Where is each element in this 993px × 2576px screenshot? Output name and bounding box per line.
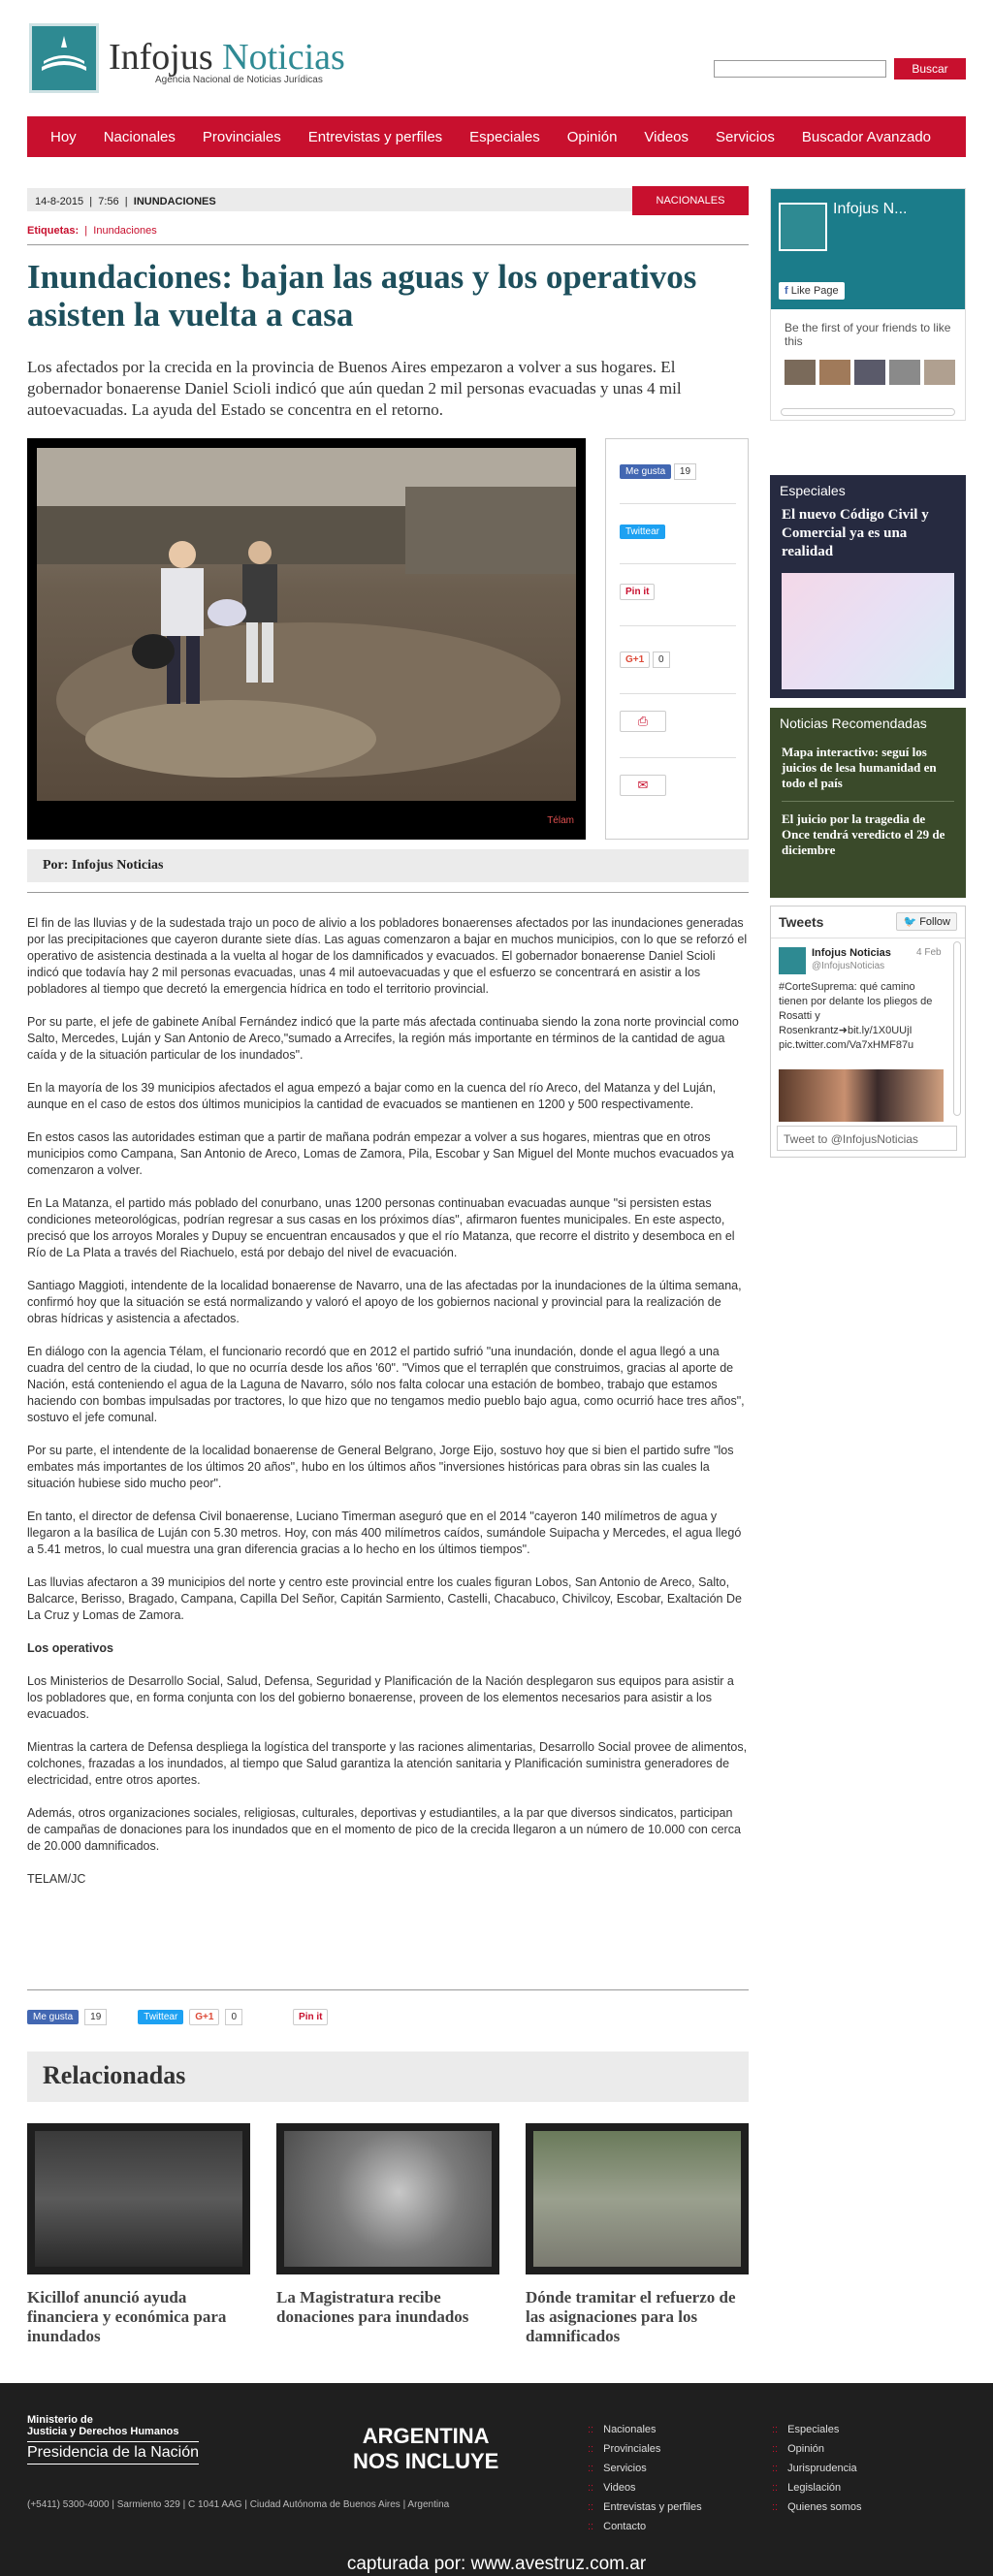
tweet-text: #CorteSuprema: qué camino tienen por delante los pliegos de Rosatti y Rosenkrantz➜bit.ly/1X0UUjI pic.twitter.com/Va7xHMF87u	[779, 981, 933, 1051]
footer-link[interactable]: :: Jurisprudencia	[772, 2459, 862, 2478]
footer-address: (+5411) 5300-4000 | Sarmiento 329 | C 1041 AAG | Ciudad Autónoma de Buenos Aires | Argentina	[27, 2499, 450, 2510]
divider	[620, 757, 736, 758]
footer-link[interactable]: :: Opinión	[772, 2439, 862, 2459]
related-heading: Relacionadas	[27, 2051, 749, 2102]
tweet-user[interactable]: Infojus Noticias	[812, 947, 891, 959]
related-image[interactable]	[276, 2123, 499, 2274]
divider	[620, 503, 736, 504]
paragraph: El fin de las lluvias y de la sudestada trajo un poco de alivio a los pobladores bonaerenses afectados por las inundaciones generadas por las precipitaciones que cayeron durante siete días. Las aguas comenzaron a bajar en muchos municipios, con lo que se reforzó el operativo de asistencia destinada a la vuelta al hogar de los damnificados y evacuados. El gobernador bonaerense Daniel Scioli indicó que todavía hay 2 mil personas evacuadas, unas 4 mil autoevacuadas y que el esfuerzo se concentrará en asistir a los pobladores al tiempo que decretó la emergencia hídrica en todo el territorio provincial.	[27, 916, 748, 996]
nav-item-provinciales[interactable]: Provinciales	[202, 128, 281, 145]
divider	[620, 693, 736, 694]
paragraph: En La Matanza, el partido más poblado del conurbano, unas 1200 personas continuaban evacuadas aunque "si persisten estas condiciones meteorológicas, podrían regresar a sus casas en los próximos días", afirmaron fuentes municipales. En este aspecto, precisó que los arroyos Morales y Dupuy se encuentran encausados y que el río Matanza, que recorre el distrito y desemboca en el Río de La Plata a través del Riachuelo, está por debajo del nivel de evacuación.	[27, 1196, 735, 1259]
nav-item-opinion[interactable]: Opinión	[566, 128, 618, 145]
site-logo-icon[interactable]	[29, 23, 99, 93]
divider	[27, 892, 749, 893]
slogan-line1: ARGENTINA	[362, 2424, 490, 2448]
related-image[interactable]	[526, 2123, 749, 2274]
fb-friends-avatars	[785, 360, 955, 385]
logo-main-text: Infojus	[109, 37, 213, 78]
tags-label: Etiquetas:	[27, 225, 80, 237]
pinterest-widget	[620, 587, 655, 597]
related-image[interactable]	[27, 2123, 250, 2274]
ministry-brand[interactable]	[27, 2414, 199, 2465]
paragraph: En estos casos las autoridades estiman que a partir de mañana podrán empezar a volver a sus hogares, mientras que en otros municipios como Campana, San Antonio de Areco, Lomas de Zamora, Pila, Escobar y San Miguel del Monte muchos evacuados ya comenzaron a volver.	[27, 1130, 734, 1177]
main-nav	[27, 116, 966, 157]
article-body	[27, 915, 749, 1904]
footer-link[interactable]: :: Contacto	[588, 2517, 702, 2536]
nav-item-hoy[interactable]: Hoy	[50, 128, 77, 145]
tweet-handle[interactable]: @InfojusNoticias	[812, 961, 885, 971]
paragraph: Por su parte, el intendente de la localidad bonaerense de General Belgrano, Jorge Eijo, sostuvo hoy que si bien el partido sufre "los embates más importantes de los últimos 20 años", hubo en los últimos años "inversiones históricas para obras sin las cuales la situación hubiese sido mucho peor".	[27, 1444, 734, 1490]
fb-like-widget	[620, 466, 696, 477]
fb-like-count: 19	[674, 463, 696, 480]
logo-subtitle: Agencia Nacional de Noticias Jurídicas	[155, 75, 323, 85]
footer-link[interactable]: :: Especiales	[772, 2420, 862, 2439]
capture-watermark: capturada por: www.avestruz.com.ar	[346, 2554, 647, 2574]
fb-like-button-bottom[interactable]: Me gusta	[27, 2010, 79, 2024]
fb-like-count-bottom: 19	[84, 2009, 107, 2025]
fb-page-name[interactable]: Infojus N...	[833, 201, 908, 217]
article-byline: Por: Infojus Noticias	[27, 849, 749, 882]
photo-credit: Télam	[547, 815, 574, 826]
paragraph: Las lluvias afectaron a 39 municipios del norte y centro este provincial entre los cuales figuran Lobos, San Antonio de Areco, Salto, Balcarce, Berisso, Bragado, Campana, Capilla Del Señor, Capitán Sarmiento, Castelli, Chacabuco, Chivilcoy, Escobar, Exaltación De La Cruz y Lomas de Zamora.	[27, 1575, 742, 1622]
article-lead: Los afectados por la crecida en la provincia de Buenos Aires empezaron a volver a sus hogares. El gobernador bonaerense Daniel Scioli indicó que aún quedan 2 mil personas evacuadas y unas 4 mil autoevacuadas. La ayuda del Estado se concentra en el retorno.	[27, 358, 682, 419]
nav-item-entrevistas[interactable]: Entrevistas y perfiles	[307, 128, 443, 145]
tags-line: Etiquetas: | Inundaciones	[27, 225, 157, 237]
logo-accent-text: Noticias	[222, 37, 345, 78]
tweet-button[interactable]: Twittear	[620, 525, 665, 539]
tweet-to-input[interactable]: Tweet to @InfojusNoticias	[777, 1126, 957, 1151]
footer-link[interactable]: :: Videos	[588, 2478, 702, 2497]
ministry-line1: Ministerio de	[27, 2414, 93, 2426]
paragraph: Por su parte, el jefe de gabinete Aníbal Fernández indicó que la parte más afectada continuaba siendo la zona norte provincial como Salto, Mercedes, Luján y San Antonio de Areco,"sumado a Arrecifes, la región más importante en términos de la cantidad de agua caída y de la situación particular de los inundados".	[27, 1015, 739, 1062]
especiales-widget	[770, 475, 966, 698]
paragraph: Además, otros organizaciones sociales, religiosas, culturales, deportivas y estudiantiles, a la par que diversos sindicatos, participan de campañas de donaciones para los inundados que en el momento de pico de la crecida llegaron a un número de 10.000 con cerca de 20.000 damnificados.	[27, 1806, 741, 1853]
article-date: 14-8-2015	[35, 196, 84, 207]
gplus-count: 0	[653, 652, 670, 668]
footer-links-col1	[588, 2420, 702, 2536]
related-title[interactable]: Kicillof anunció ayuda financiera y económica para inundados	[27, 2288, 227, 2345]
facebook-widget	[770, 188, 966, 421]
gplus-button[interactable]: G+1	[620, 652, 650, 668]
tweet-avatar[interactable]	[779, 947, 806, 974]
divider	[620, 563, 736, 564]
nav-item-servicios[interactable]: Servicios	[716, 128, 775, 145]
footer-link[interactable]: :: Servicios	[588, 2459, 702, 2478]
related-card[interactable]	[526, 2123, 749, 2346]
especiales-image[interactable]	[782, 573, 954, 689]
twitter-follow-button[interactable]: 🐦 Follow	[896, 912, 957, 931]
related-title[interactable]: La Magistratura recibe donaciones para inundados	[276, 2288, 469, 2326]
nav-item-videos[interactable]: Videos	[644, 128, 689, 145]
search-button[interactable]: Buscar	[894, 58, 966, 80]
related-card[interactable]	[27, 2123, 250, 2346]
paragraph: En tanto, el director de defensa Civil bonaerense, Luciano Timerman aseguró que en el 2014 "cayeron 140 milímetros de agua y llegaron a la basílica de Luján con 5.30 metros. Hoy, con más 400 milímetros caídos, sumándole Suipacha y Mercedes, el agua llegó a 5.41 metros, lo cual muestra una gran diferencia gracias a lo hecho en los últimos tiempos".	[27, 1510, 742, 1556]
footer-links-col2	[772, 2420, 862, 2517]
avatar[interactable]	[785, 360, 816, 385]
search-input[interactable]	[714, 60, 886, 78]
fb-like-button[interactable]: Me gusta	[620, 464, 671, 479]
noticias-link[interactable]: El juicio por la tragedia de Once tendrá veredicto el 29 de diciembre	[782, 811, 945, 857]
article-meta-bar: 14-8-2015 | 7:56 | INUNDACIONES	[27, 188, 749, 211]
avatar[interactable]	[924, 360, 955, 385]
related-card[interactable]	[276, 2123, 499, 2327]
fb-friends-text: Be the first of your friends to like this	[785, 321, 951, 348]
slogan-logo	[353, 2424, 498, 2474]
paragraph: Santiago Maggioti, intendente de la localidad bonaerense de Navarro, una de las afectadas por la inundaciones de la última semana, confirmó hoy que la situación se está normalizando y valoró el apoyo de los gobiernos nacional y provincial para la realización de obras hídricas y asistencia a afectados.	[27, 1279, 742, 1325]
fb-page-cover[interactable]	[771, 189, 965, 309]
tag-link[interactable]: Inundaciones	[93, 225, 157, 237]
especiales-title: Especiales	[780, 483, 846, 498]
divider	[620, 625, 736, 626]
noticias-link[interactable]: Mapa interactivo: seguí los juicios de lesa humanidad en todo el país	[782, 745, 937, 790]
avatar[interactable]	[889, 360, 920, 385]
tweet-date[interactable]: 4 Feb	[916, 947, 942, 958]
paragraph: Los Ministerios de Desarrollo Social, Salud, Defensa, Seguridad y Planificación de la Nación desplegaron sus equipos para asistir a los pobladores que, en forma conjunta con los del gobierno bonaerense, proveen de los elementos necesarios para asistir a los evacuados.	[27, 1674, 734, 1721]
article-signature: TELAM/JC	[27, 1872, 86, 1886]
site-logo-title[interactable]	[109, 39, 345, 76]
nav-item-buscador[interactable]: Buscador Avanzado	[801, 128, 932, 145]
presidency-name: Presidencia de la Nación	[27, 2441, 199, 2465]
email-icon[interactable]: ✉	[620, 775, 666, 796]
article-time: 7:56	[98, 196, 119, 207]
article-category[interactable]: INUNDACIONES	[133, 196, 216, 207]
vertical-scrollbar[interactable]	[953, 941, 961, 1116]
fb-page-logo-icon	[779, 203, 827, 251]
especiales-link[interactable]: El nuevo Código Civil y Comercial ya es una realidad	[782, 507, 929, 559]
share-column	[605, 438, 749, 840]
gplus-button-bottom[interactable]: G+1	[189, 2009, 219, 2025]
flood-photo-image	[37, 448, 576, 801]
horizontal-scrollbar[interactable]	[781, 408, 955, 416]
paragraph: Mientras la cartera de Defensa despliega la logística del transporte y las raciones alimentarias, Desarrollo Social provee de alimentos, colchones, frazadas a los inundados, al tiempo que Salud garantiza la atención sanitaria y Planificación suministra generadores de electricidad, entre otros aportes.	[27, 1740, 748, 1787]
slogan-line2: NOS INCLUYE	[353, 2449, 499, 2473]
pinterest-button[interactable]: Pin it	[620, 584, 655, 600]
avatar[interactable]	[819, 360, 850, 385]
gplus-widget	[620, 654, 670, 665]
bottom-share-row	[27, 2009, 328, 2025]
tweets-title: Tweets	[779, 914, 824, 930]
ministry-line2: Justicia y Derechos Humanos	[27, 2426, 179, 2437]
noticias-title: Noticias Recomendadas	[780, 716, 927, 731]
tweet-widget	[620, 526, 665, 537]
article-title: Inundaciones: bajan las aguas y los operativos asisten la vuelta a casa	[27, 258, 697, 334]
footer-link[interactable]: :: Nacionales	[588, 2420, 702, 2439]
gplus-count-bottom: 0	[225, 2009, 242, 2025]
related-title[interactable]: Dónde tramitar el refuerzo de las asignaciones para los damnificados	[526, 2288, 736, 2345]
footer-link[interactable]: :: Quienes somos	[772, 2497, 862, 2517]
article-subhead: Los operativos	[27, 1641, 113, 1655]
print-icon[interactable]: ⎙	[620, 711, 666, 732]
section-badge[interactable]: NACIONALES	[632, 186, 749, 215]
tweet-button-bottom[interactable]: Twittear	[138, 2010, 183, 2024]
noticias-recomendadas-widget	[770, 708, 966, 898]
tweet-image[interactable]	[779, 1069, 944, 1122]
divider	[27, 244, 749, 245]
nav-item-especiales[interactable]: Especiales	[469, 128, 540, 145]
avatar[interactable]	[854, 360, 885, 385]
footer-link[interactable]: :: Legislación	[772, 2478, 862, 2497]
article-photo	[27, 438, 586, 840]
paragraph: En diálogo con la agencia Télam, el funcionario recordó que en 2012 el partido sufrió "una inundación, donde el agua llegó a una cuadra del centro de la ciudad, lo que no ocurría desde los años '60". "Vimos que el terraplén que construimos, gracias al aporte de Nación, está conteniendo el agua de la Laguna de Navarro, sólo nos falta colocar una estación de bombeo, trabajo que estamos haciendo con bombas impulsadas por tractores, lo que hizo que no tengamos medio pueblo bajo agua, como ocurrió hace tres años", sostuvo el jefe comunal.	[27, 1345, 745, 1424]
pinterest-button-bottom[interactable]: Pin it	[293, 2009, 328, 2025]
footer-link[interactable]: :: Entrevistas y perfiles	[588, 2497, 702, 2517]
paragraph: En la mayoría de los 39 municipios afectados el agua empezó a bajar como en la cuenca del río Areco, del Matanza y del Luján, aunque en el caso de estos dos últimos municipios la cantidad de evacuados se mantienen en 1200 y 500 respectivamente.	[27, 1081, 717, 1111]
divider	[27, 1989, 749, 1990]
nav-item-nacionales[interactable]: Nacionales	[103, 128, 176, 145]
fb-like-page-button[interactable]: f Like Page	[779, 282, 845, 300]
footer-link[interactable]: :: Provinciales	[588, 2439, 702, 2459]
twitter-widget	[770, 906, 966, 1158]
